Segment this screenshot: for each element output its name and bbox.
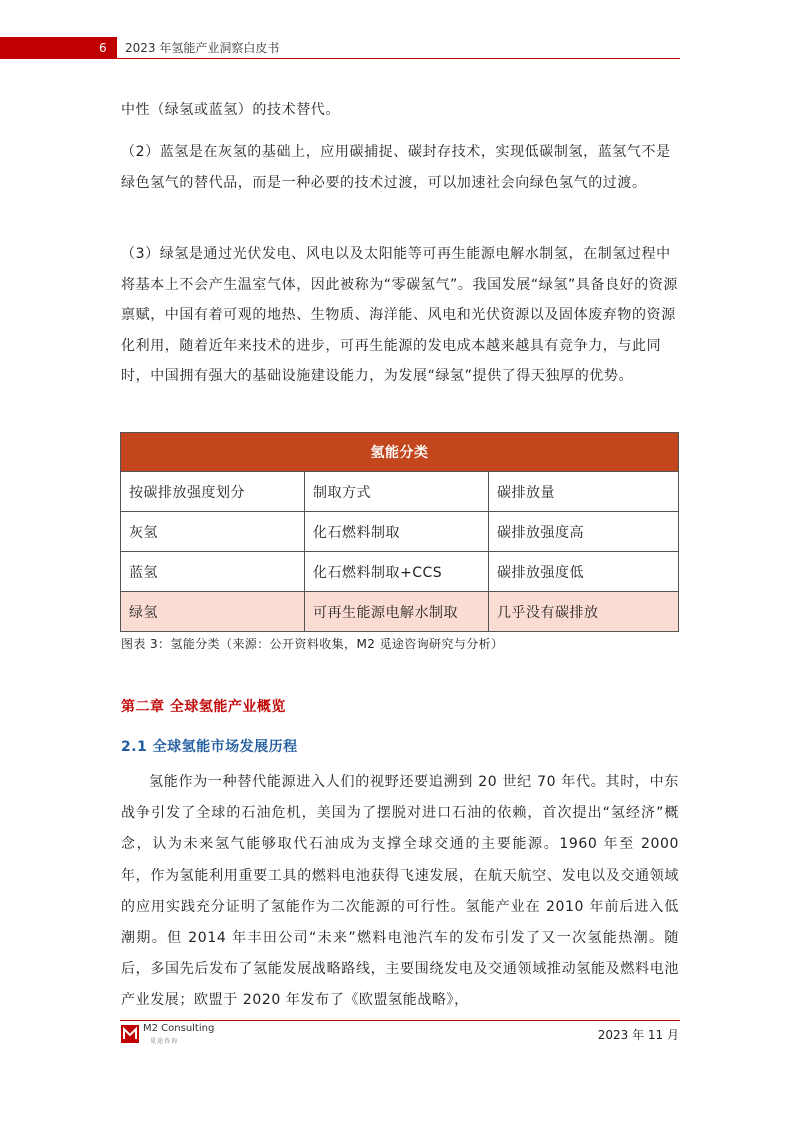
table-row-highlighted	[121, 592, 679, 632]
table-cell: 蓝氢	[121, 552, 305, 592]
hydrogen-classification-table	[120, 432, 679, 632]
table-title-row	[121, 433, 679, 472]
table-cell: 可再生能源电解水制取	[305, 592, 489, 632]
column-header: 按碳排放强度划分	[121, 472, 305, 512]
column-header: 制取方式	[305, 472, 489, 512]
table-cell: 绿氢	[121, 592, 305, 632]
paragraph-1: 中性（绿氢或蓝氢）的技术替代。	[121, 102, 340, 118]
column-header: 碳排放量	[489, 472, 679, 512]
page-number: 6	[99, 41, 107, 55]
header-title: 2023 年氢能产业洞察白皮书	[125, 41, 280, 55]
table-caption: 图表 3：氢能分类（来源：公开资料收集，M2 觅途咨询研究与分析）	[121, 637, 504, 651]
table-cell: 灰氢	[121, 512, 305, 552]
paragraph-4: 氢能作为一种替代能源进入人们的视野还要追溯到 20 世纪 70 年代。其时，中东战争引发了全球的石油危机，美国为了摆脱对进口石油的依赖，首次提出“氢经济”概念，认为未来氢气能够取代石油成为支撑全球交通的主要能源。1960 年至 2000 年，作为氢能利用重要工具的燃料电池获得飞速发展，在航天航空、发电以及交通领域的应用实践充分证明了氢能作为二次能源的可行性。氢能产业在 2010 年前后进入低潮期。但 2014 年丰田公司“未来”燃料电池汽车的发布引发了又一次氢能热潮。随后，多国先后发布了氢能发展战略路线，主要围绕发电及交通领域推动氢能及燃料电池产业发展；欧盟于 2020 年发布了《欧盟氢能战略》，	[121, 774, 679, 1009]
section-heading: 2.1 全球氢能市场发展历程	[121, 739, 298, 755]
logo-name: M2 Consulting	[143, 1023, 215, 1034]
chapter-heading: 第二章 全球氢能产业概览	[121, 699, 286, 715]
table-cell: 化石燃料制取+CCS	[305, 552, 489, 592]
m2-logo-icon	[121, 1025, 139, 1043]
table-cell: 化石燃料制取	[305, 512, 489, 552]
footer-divider	[120, 1020, 680, 1021]
table-cell: 碳排放强度低	[489, 552, 679, 592]
logo-subtitle: 觅途咨询	[150, 1038, 179, 1045]
table-header-row	[121, 472, 679, 512]
table-row	[121, 512, 679, 552]
table-cell: 碳排放强度高	[489, 512, 679, 552]
footer-date: 2023 年 11 月	[597, 1028, 679, 1042]
table-cell: 几乎没有碳排放	[489, 592, 679, 632]
paragraph-2: （2）蓝氢是在灰氢的基础上，应用碳捕捉、碳封存技术，实现低碳制氢，蓝氢气不是绿色氢气的替代品，而是一种必要的技术过渡，可以加速社会向绿色氢气的过渡。	[121, 144, 671, 191]
table-row	[121, 552, 679, 592]
table-title: 氢能分类	[121, 433, 679, 472]
header-divider	[117, 58, 680, 59]
paragraph-3: （3）绿氢是通过光伏发电、风电以及太阳能等可再生能源电解水制氢，在制氢过程中将基本上不会产生温室气体，因此被称为“零碳氢气”。我国发展“绿氢”具备良好的资源禀赋，中国有着可观的地热、生物质、海洋能、风电和光伏资源以及固体废弃物的资源化利用，随着近年来技术的进步，可再生能源的发电成本越来越具有竞争力，与此同时，中国拥有强大的基础设施建设能力，为发展“绿氢”提供了得天独厚的优势。	[121, 246, 679, 384]
